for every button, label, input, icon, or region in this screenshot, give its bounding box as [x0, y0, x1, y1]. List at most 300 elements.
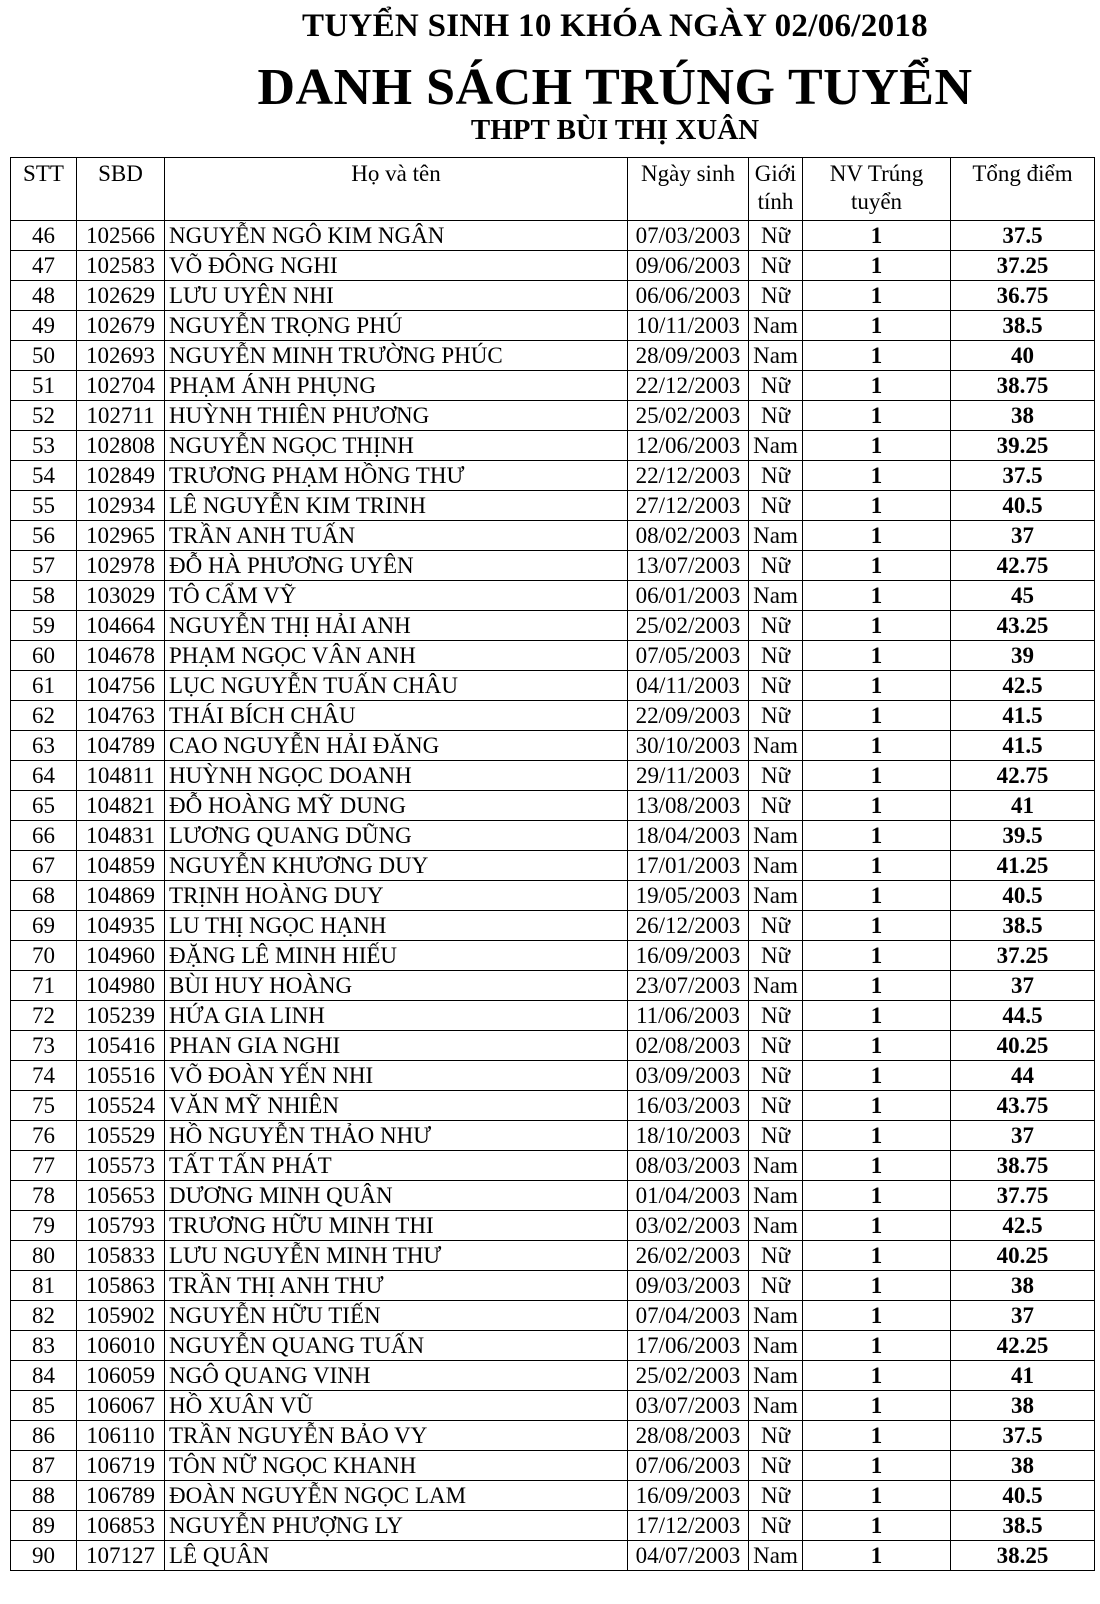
cell-gender: Nữ	[749, 641, 803, 671]
cell-score: 39.25	[951, 431, 1095, 461]
cell-score: 37	[951, 521, 1095, 551]
cell-stt: 52	[11, 401, 77, 431]
cell-choice: 1	[803, 671, 951, 701]
cell-stt: 88	[11, 1481, 77, 1511]
cell-gender: Nữ	[749, 281, 803, 311]
table-row	[11, 581, 1095, 611]
cell-name: TRẦN NGUYỄN BẢO VY	[165, 1421, 628, 1451]
col-header-stt: STT	[11, 158, 77, 221]
cell-stt: 80	[11, 1241, 77, 1271]
cell-choice: 1	[803, 431, 951, 461]
cell-name: HỨA GIA LINH	[165, 1001, 628, 1031]
cell-stt: 74	[11, 1061, 77, 1091]
cell-stt: 90	[11, 1541, 77, 1571]
cell-score: 41.5	[951, 731, 1095, 761]
cell-gender: Nữ	[749, 1061, 803, 1091]
cell-stt: 49	[11, 311, 77, 341]
cell-gender: Nữ	[749, 1001, 803, 1031]
cell-name: NGUYỄN KHƯƠNG DUY	[165, 851, 628, 881]
cell-name: ĐỖ HÀ PHƯƠNG UYÊN	[165, 551, 628, 581]
cell-score: 42.5	[951, 1211, 1095, 1241]
cell-gender: Nam	[749, 971, 803, 1001]
cell-gender: Nam	[749, 821, 803, 851]
cell-stt: 54	[11, 461, 77, 491]
cell-dob: 22/12/2003	[628, 461, 749, 491]
cell-stt: 68	[11, 881, 77, 911]
cell-gender: Nam	[749, 851, 803, 881]
table-row	[11, 641, 1095, 671]
table-row	[11, 821, 1095, 851]
cell-stt: 81	[11, 1271, 77, 1301]
cell-stt: 77	[11, 1151, 77, 1181]
cell-gender: Nam	[749, 1151, 803, 1181]
table-row	[11, 1091, 1095, 1121]
table-row	[11, 731, 1095, 761]
table-row	[11, 1271, 1095, 1301]
cell-dob: 27/12/2003	[628, 491, 749, 521]
cell-sbd: 102965	[77, 521, 165, 551]
cell-choice: 1	[803, 701, 951, 731]
cell-name: NGÔ QUANG VINH	[165, 1361, 628, 1391]
cell-dob: 16/09/2003	[628, 941, 749, 971]
cell-dob: 01/04/2003	[628, 1181, 749, 1211]
cell-name: BÙI HUY HOÀNG	[165, 971, 628, 1001]
cell-sbd: 102693	[77, 341, 165, 371]
cell-sbd: 105653	[77, 1181, 165, 1211]
table-row	[11, 1451, 1095, 1481]
cell-score: 38	[951, 401, 1095, 431]
cell-gender: Nữ	[749, 1031, 803, 1061]
cell-stt: 61	[11, 671, 77, 701]
cell-stt: 63	[11, 731, 77, 761]
cell-gender: Nam	[749, 311, 803, 341]
cell-score: 44	[951, 1061, 1095, 1091]
table-row	[11, 251, 1095, 281]
cell-gender: Nữ	[749, 221, 803, 251]
cell-dob: 22/12/2003	[628, 371, 749, 401]
cell-name: CAO NGUYỄN HẢI ĐĂNG	[165, 731, 628, 761]
table-row	[11, 551, 1095, 581]
cell-choice: 1	[803, 1151, 951, 1181]
cell-name: TRƯƠNG HỮU MINH THI	[165, 1211, 628, 1241]
cell-dob: 17/01/2003	[628, 851, 749, 881]
cell-dob: 28/08/2003	[628, 1421, 749, 1451]
table-row	[11, 1181, 1095, 1211]
cell-name: PHẠM ÁNH PHỤNG	[165, 371, 628, 401]
table-row	[11, 341, 1095, 371]
cell-dob: 18/10/2003	[628, 1121, 749, 1151]
table-row	[11, 491, 1095, 521]
cell-gender: Nữ	[749, 1121, 803, 1151]
cell-dob: 30/10/2003	[628, 731, 749, 761]
cell-score: 42.75	[951, 551, 1095, 581]
cell-score: 37	[951, 971, 1095, 1001]
cell-stt: 79	[11, 1211, 77, 1241]
cell-score: 39.5	[951, 821, 1095, 851]
cell-score: 38.5	[951, 911, 1095, 941]
cell-choice: 1	[803, 1511, 951, 1541]
cell-score: 40.5	[951, 881, 1095, 911]
cell-name: NGUYỄN THỊ HẢI ANH	[165, 611, 628, 641]
cell-gender: Nam	[749, 581, 803, 611]
cell-gender: Nữ	[749, 1421, 803, 1451]
cell-name: PHAN GIA NGHI	[165, 1031, 628, 1061]
cell-dob: 07/04/2003	[628, 1301, 749, 1331]
cell-sbd: 106059	[77, 1361, 165, 1391]
cell-name: LƯƠNG QUANG DŨNG	[165, 821, 628, 851]
cell-score: 41	[951, 791, 1095, 821]
cell-score: 38.5	[951, 1511, 1095, 1541]
cell-dob: 06/01/2003	[628, 581, 749, 611]
cell-sbd: 105529	[77, 1121, 165, 1151]
cell-sbd: 106853	[77, 1511, 165, 1541]
cell-choice: 1	[803, 551, 951, 581]
table-row	[11, 221, 1095, 251]
cell-sbd: 105239	[77, 1001, 165, 1031]
cell-gender: Nữ	[749, 1511, 803, 1541]
cell-dob: 16/03/2003	[628, 1091, 749, 1121]
cell-sbd: 105516	[77, 1061, 165, 1091]
cell-score: 40	[951, 341, 1095, 371]
cell-name: ĐẶNG LÊ MINH HIẾU	[165, 941, 628, 971]
cell-choice: 1	[803, 1031, 951, 1061]
cell-sbd: 106010	[77, 1331, 165, 1361]
cell-choice: 1	[803, 221, 951, 251]
cell-name: LƯU NGUYỄN MINH THƯ	[165, 1241, 628, 1271]
cell-choice: 1	[803, 971, 951, 1001]
cell-stt: 75	[11, 1091, 77, 1121]
cell-name: VĂN MỸ NHIÊN	[165, 1091, 628, 1121]
cell-stt: 84	[11, 1361, 77, 1391]
table-row	[11, 1331, 1095, 1361]
cell-name: PHẠM NGỌC VÂN ANH	[165, 641, 628, 671]
cell-score: 38	[951, 1271, 1095, 1301]
cell-stt: 47	[11, 251, 77, 281]
cell-score: 40.25	[951, 1241, 1095, 1271]
cell-gender: Nữ	[749, 371, 803, 401]
cell-name: NGUYỄN TRỌNG PHÚ	[165, 311, 628, 341]
cell-sbd: 105524	[77, 1091, 165, 1121]
cell-choice: 1	[803, 401, 951, 431]
cell-dob: 04/07/2003	[628, 1541, 749, 1571]
cell-sbd: 105902	[77, 1301, 165, 1331]
cell-sbd: 104763	[77, 701, 165, 731]
col-header-name: Họ và tên	[165, 158, 628, 221]
table-row	[11, 971, 1095, 1001]
cell-stt: 46	[11, 221, 77, 251]
cell-stt: 89	[11, 1511, 77, 1541]
table-row	[11, 701, 1095, 731]
cell-score: 38	[951, 1451, 1095, 1481]
cell-sbd: 104859	[77, 851, 165, 881]
cell-stt: 87	[11, 1451, 77, 1481]
cell-sbd: 104831	[77, 821, 165, 851]
cell-stt: 73	[11, 1031, 77, 1061]
cell-sbd: 106110	[77, 1421, 165, 1451]
cell-score: 36.75	[951, 281, 1095, 311]
cell-gender: Nữ	[749, 1481, 803, 1511]
cell-name: TÔ CẨM VỸ	[165, 581, 628, 611]
cell-dob: 07/06/2003	[628, 1451, 749, 1481]
table-row	[11, 1001, 1095, 1031]
admission-table	[10, 157, 1095, 1571]
cell-gender: Nam	[749, 1331, 803, 1361]
cell-dob: 28/09/2003	[628, 341, 749, 371]
table-row	[11, 371, 1095, 401]
cell-stt: 50	[11, 341, 77, 371]
cell-score: 38.25	[951, 1541, 1095, 1571]
cell-choice: 1	[803, 821, 951, 851]
table-row	[11, 1361, 1095, 1391]
cell-name: NGUYỄN MINH TRƯỜNG PHÚC	[165, 341, 628, 371]
cell-choice: 1	[803, 1301, 951, 1331]
cell-score: 43.75	[951, 1091, 1095, 1121]
cell-score: 37.25	[951, 941, 1095, 971]
cell-score: 37.5	[951, 221, 1095, 251]
cell-stt: 83	[11, 1331, 77, 1361]
cell-stt: 70	[11, 941, 77, 971]
cell-name: LU THỊ NGỌC HẠNH	[165, 911, 628, 941]
cell-stt: 85	[11, 1391, 77, 1421]
cell-gender: Nữ	[749, 251, 803, 281]
cell-choice: 1	[803, 851, 951, 881]
cell-dob: 17/12/2003	[628, 1511, 749, 1541]
cell-stt: 51	[11, 371, 77, 401]
table-row	[11, 761, 1095, 791]
document-subtitle: TUYỂN SINH 10 KHÓA NGÀY 02/06/2018	[302, 8, 928, 44]
cell-sbd: 104960	[77, 941, 165, 971]
cell-gender: Nữ	[749, 1241, 803, 1271]
cell-sbd: 105416	[77, 1031, 165, 1061]
cell-score: 40.5	[951, 1481, 1095, 1511]
cell-name: ĐỖ HOÀNG MỸ DUNG	[165, 791, 628, 821]
cell-name: DƯƠNG MINH QUÂN	[165, 1181, 628, 1211]
cell-stt: 72	[11, 1001, 77, 1031]
table-row	[11, 1391, 1095, 1421]
cell-score: 38.75	[951, 1151, 1095, 1181]
cell-stt: 82	[11, 1301, 77, 1331]
cell-name: VÕ ĐOÀN YẾN NHI	[165, 1061, 628, 1091]
table-row	[11, 431, 1095, 461]
cell-sbd: 102849	[77, 461, 165, 491]
cell-score: 41.25	[951, 851, 1095, 881]
cell-score: 38	[951, 1391, 1095, 1421]
cell-stt: 60	[11, 641, 77, 671]
cell-name: NGUYỄN QUANG TUẤN	[165, 1331, 628, 1361]
cell-name: TRỊNH HOÀNG DUY	[165, 881, 628, 911]
cell-stt: 59	[11, 611, 77, 641]
cell-dob: 12/06/2003	[628, 431, 749, 461]
cell-choice: 1	[803, 521, 951, 551]
cell-sbd: 102679	[77, 311, 165, 341]
cell-name: HỒ NGUYỄN THẢO NHƯ	[165, 1121, 628, 1151]
cell-stt: 55	[11, 491, 77, 521]
cell-choice: 1	[803, 1391, 951, 1421]
cell-dob: 03/07/2003	[628, 1391, 749, 1421]
table-row	[11, 1241, 1095, 1271]
cell-choice: 1	[803, 761, 951, 791]
cell-stt: 66	[11, 821, 77, 851]
cell-dob: 23/07/2003	[628, 971, 749, 1001]
cell-stt: 67	[11, 851, 77, 881]
cell-name: NGUYỄN HỮU TIẾN	[165, 1301, 628, 1331]
cell-sbd: 104811	[77, 761, 165, 791]
table-row	[11, 1151, 1095, 1181]
cell-dob: 13/08/2003	[628, 791, 749, 821]
cell-dob: 02/08/2003	[628, 1031, 749, 1061]
cell-choice: 1	[803, 251, 951, 281]
cell-dob: 26/12/2003	[628, 911, 749, 941]
cell-dob: 13/07/2003	[628, 551, 749, 581]
cell-sbd: 106789	[77, 1481, 165, 1511]
cell-score: 42.75	[951, 761, 1095, 791]
cell-sbd: 102704	[77, 371, 165, 401]
cell-gender: Nam	[749, 1541, 803, 1571]
cell-name: TRẦN ANH TUẤN	[165, 521, 628, 551]
cell-choice: 1	[803, 1541, 951, 1571]
cell-dob: 07/05/2003	[628, 641, 749, 671]
cell-choice: 1	[803, 1271, 951, 1301]
cell-choice: 1	[803, 611, 951, 641]
cell-score: 42.25	[951, 1331, 1095, 1361]
cell-gender: Nữ	[749, 1451, 803, 1481]
cell-gender: Nữ	[749, 671, 803, 701]
cell-name: HUỲNH THIÊN PHƯƠNG	[165, 401, 628, 431]
cell-dob: 10/11/2003	[628, 311, 749, 341]
cell-sbd: 104678	[77, 641, 165, 671]
cell-gender: Nữ	[749, 611, 803, 641]
cell-stt: 56	[11, 521, 77, 551]
cell-score: 37.25	[951, 251, 1095, 281]
cell-dob: 03/09/2003	[628, 1061, 749, 1091]
cell-choice: 1	[803, 461, 951, 491]
cell-score: 37	[951, 1121, 1095, 1151]
cell-dob: 03/02/2003	[628, 1211, 749, 1241]
table-row	[11, 881, 1095, 911]
cell-gender: Nam	[749, 1361, 803, 1391]
table-row	[11, 911, 1095, 941]
cell-gender: Nam	[749, 1181, 803, 1211]
cell-sbd: 104756	[77, 671, 165, 701]
cell-name: TRƯƠNG PHẠM HỒNG THƯ	[165, 461, 628, 491]
cell-gender: Nam	[749, 731, 803, 761]
cell-stt: 62	[11, 701, 77, 731]
cell-score: 39	[951, 641, 1095, 671]
cell-choice: 1	[803, 911, 951, 941]
cell-name: LƯU UYÊN NHI	[165, 281, 628, 311]
cell-choice: 1	[803, 1421, 951, 1451]
col-header-score: Tổng điểm	[951, 158, 1095, 221]
cell-dob: 11/06/2003	[628, 1001, 749, 1031]
cell-dob: 18/04/2003	[628, 821, 749, 851]
cell-score: 42.5	[951, 671, 1095, 701]
table-row	[11, 1481, 1095, 1511]
cell-dob: 16/09/2003	[628, 1481, 749, 1511]
cell-choice: 1	[803, 371, 951, 401]
cell-sbd: 103029	[77, 581, 165, 611]
col-header-dob: Ngày sinh	[628, 158, 749, 221]
cell-dob: 06/06/2003	[628, 281, 749, 311]
cell-name: HỒ XUÂN VŨ	[165, 1391, 628, 1421]
cell-sbd: 104664	[77, 611, 165, 641]
cell-choice: 1	[803, 1121, 951, 1151]
cell-score: 41	[951, 1361, 1095, 1391]
cell-name: VÕ ĐÔNG NGHI	[165, 251, 628, 281]
cell-gender: Nữ	[749, 401, 803, 431]
table-row	[11, 1061, 1095, 1091]
table-row	[11, 311, 1095, 341]
cell-gender: Nam	[749, 341, 803, 371]
cell-dob: 08/03/2003	[628, 1151, 749, 1181]
cell-name: LÊ QUÂN	[165, 1541, 628, 1571]
table-row	[11, 1541, 1095, 1571]
cell-choice: 1	[803, 1181, 951, 1211]
cell-name: NGUYỄN NGỌC THỊNH	[165, 431, 628, 461]
cell-stt: 48	[11, 281, 77, 311]
cell-sbd: 104869	[77, 881, 165, 911]
cell-score: 44.5	[951, 1001, 1095, 1031]
cell-choice: 1	[803, 641, 951, 671]
cell-gender: Nam	[749, 521, 803, 551]
table-row	[11, 791, 1095, 821]
cell-stt: 76	[11, 1121, 77, 1151]
cell-choice: 1	[803, 1361, 951, 1391]
cell-score: 43.25	[951, 611, 1095, 641]
cell-gender: Nam	[749, 1391, 803, 1421]
cell-sbd: 104789	[77, 731, 165, 761]
table-row	[11, 521, 1095, 551]
cell-choice: 1	[803, 1061, 951, 1091]
cell-score: 40.5	[951, 491, 1095, 521]
cell-sbd: 102711	[77, 401, 165, 431]
cell-dob: 29/11/2003	[628, 761, 749, 791]
cell-choice: 1	[803, 1211, 951, 1241]
cell-gender: Nữ	[749, 761, 803, 791]
cell-sbd: 105863	[77, 1271, 165, 1301]
table-row	[11, 1211, 1095, 1241]
cell-name: HUỲNH NGỌC DOANH	[165, 761, 628, 791]
cell-choice: 1	[803, 491, 951, 521]
table-row	[11, 1121, 1095, 1151]
cell-dob: 08/02/2003	[628, 521, 749, 551]
cell-choice: 1	[803, 731, 951, 761]
cell-score: 40.25	[951, 1031, 1095, 1061]
cell-choice: 1	[803, 881, 951, 911]
cell-sbd: 104821	[77, 791, 165, 821]
cell-gender: Nam	[749, 1301, 803, 1331]
col-header-sbd: SBD	[77, 158, 165, 221]
cell-score: 37.75	[951, 1181, 1095, 1211]
cell-score: 37.5	[951, 461, 1095, 491]
cell-dob: 09/03/2003	[628, 1271, 749, 1301]
cell-dob: 26/02/2003	[628, 1241, 749, 1271]
cell-name: TÔN NỮ NGỌC KHANH	[165, 1451, 628, 1481]
cell-stt: 65	[11, 791, 77, 821]
cell-score: 38.75	[951, 371, 1095, 401]
cell-stt: 53	[11, 431, 77, 461]
cell-choice: 1	[803, 1001, 951, 1031]
cell-stt: 78	[11, 1181, 77, 1211]
cell-name: LỤC NGUYỄN TUẤN CHÂU	[165, 671, 628, 701]
cell-gender: Nữ	[749, 911, 803, 941]
table-row	[11, 401, 1095, 431]
school-name: THPT BÙI THỊ XUÂN	[470, 114, 760, 146]
cell-sbd: 102629	[77, 281, 165, 311]
cell-score: 45	[951, 581, 1095, 611]
cell-choice: 1	[803, 581, 951, 611]
cell-dob: 25/02/2003	[628, 1361, 749, 1391]
cell-choice: 1	[803, 791, 951, 821]
